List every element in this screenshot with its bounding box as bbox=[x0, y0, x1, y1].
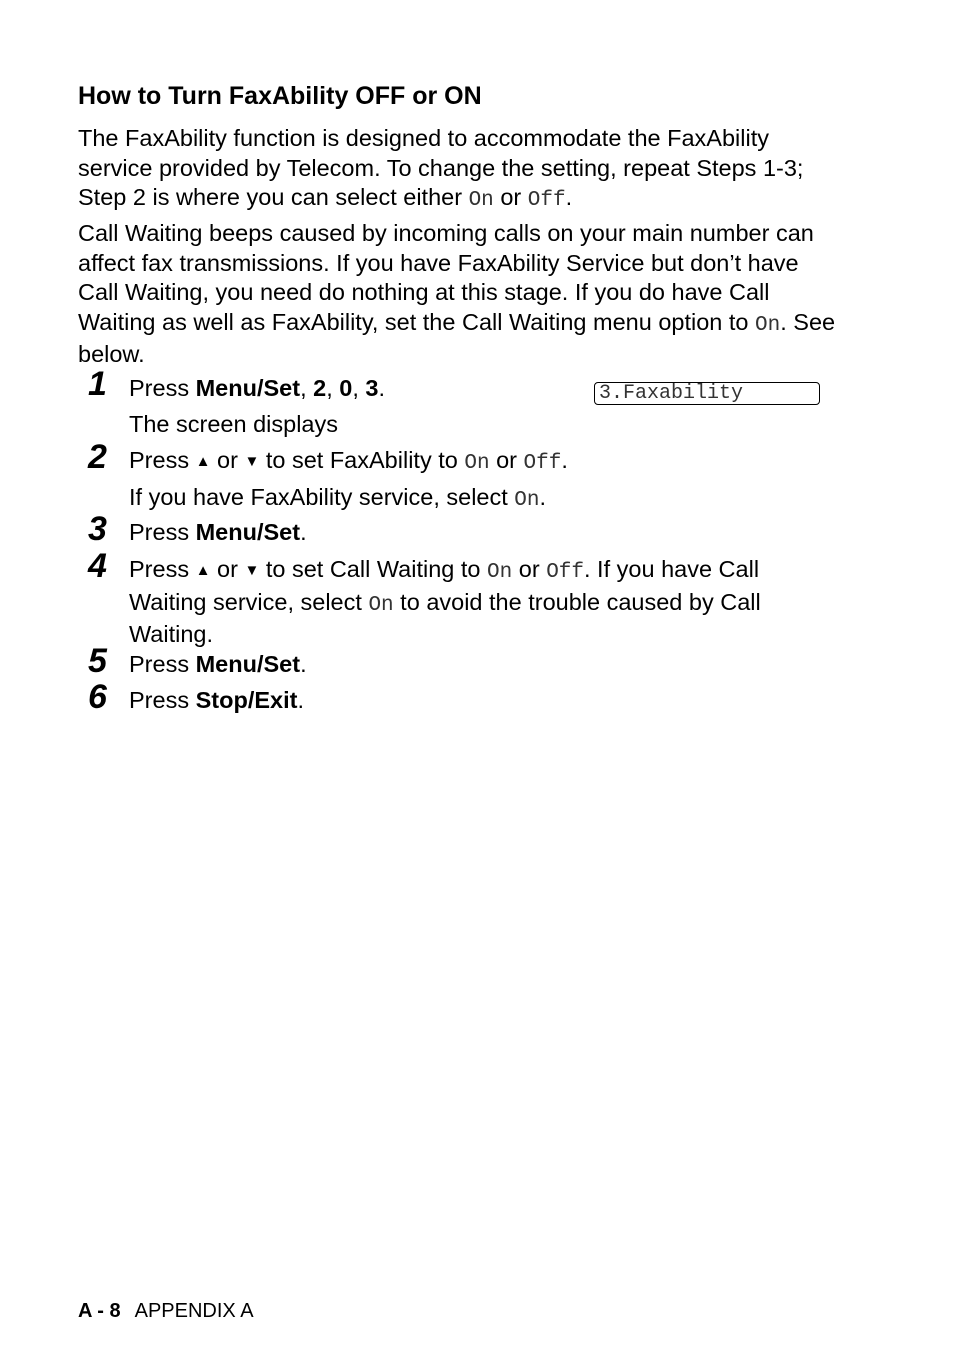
code-on: On bbox=[368, 593, 394, 617]
step-3-line bbox=[129, 518, 829, 548]
key-menu-set: Menu/Set bbox=[195, 375, 301, 401]
section-name: APPENDIX A bbox=[134, 1300, 254, 1322]
key-menu-set: Menu/Set bbox=[195, 651, 301, 677]
step-end: . bbox=[300, 651, 307, 677]
step-sub-text: If you have FaxAbility service, select bbox=[129, 484, 515, 510]
step-number-2: 2 bbox=[88, 438, 107, 476]
up-arrow-icon: ▲ bbox=[195, 453, 211, 470]
step-end: . bbox=[300, 519, 307, 545]
step-text: Press bbox=[129, 375, 196, 401]
step-text: Press bbox=[129, 651, 196, 677]
step-text: to set Call Waiting to bbox=[259, 556, 487, 582]
step-number-4: 4 bbox=[88, 547, 107, 585]
step-4-line bbox=[129, 555, 829, 650]
step-2-sub bbox=[129, 483, 829, 516]
up-arrow-icon: ▲ bbox=[195, 562, 211, 579]
step-text: Press bbox=[129, 447, 196, 473]
code-on: On bbox=[514, 489, 540, 512]
key-2: 2 bbox=[313, 375, 327, 401]
key-0: 0 bbox=[339, 375, 353, 401]
key-3: 3 bbox=[365, 375, 379, 401]
code-off: Off bbox=[523, 452, 562, 475]
step-text: Press bbox=[129, 687, 196, 713]
step-text: to avoid the trouble caused by Call Waiting. bbox=[129, 588, 761, 647]
step-end: . bbox=[378, 375, 386, 401]
code-off: Off bbox=[546, 561, 584, 584]
step-end: . bbox=[539, 484, 547, 510]
code-off: Off bbox=[527, 189, 566, 212]
intro-text: The FaxAbility function is designed to accommodate the FaxAbility service provided by Telecom. To change the setting, repeat Steps 1-3; Step 2 is where you can select either bbox=[78, 125, 804, 210]
step-number-1: 1 bbox=[88, 365, 107, 403]
intro-text-or: or bbox=[493, 184, 528, 210]
page-footer bbox=[78, 1300, 254, 1323]
step-number-5: 5 bbox=[88, 642, 107, 680]
call-waiting-text: Call Waiting beeps caused by incoming calls on your main number can affect fax transmissions. If you have FaxAbility Service but don’t have Call Waiting, you need do nothing at this stage. If you do have Call Waiting as well as FaxAbility, set the Call Waiting menu option to bbox=[78, 220, 814, 335]
down-arrow-icon: ▼ bbox=[244, 562, 260, 579]
intro-paragraph bbox=[78, 124, 838, 216]
step-end: . bbox=[561, 447, 568, 473]
key-menu-set: Menu/Set bbox=[195, 519, 301, 545]
separator: , bbox=[326, 375, 340, 401]
code-on: On bbox=[755, 313, 781, 337]
call-waiting-text-end: . See below. bbox=[78, 308, 836, 367]
step-text-or: or bbox=[210, 447, 245, 473]
step-5-line bbox=[129, 650, 829, 680]
call-waiting-paragraph bbox=[78, 219, 838, 370]
code-on: On bbox=[464, 452, 490, 475]
step-end: . bbox=[297, 687, 304, 713]
step-1-sub: The screen displays bbox=[129, 411, 338, 437]
step-text: Press bbox=[129, 519, 196, 545]
step-number-3: 3 bbox=[88, 510, 107, 548]
separator: , bbox=[300, 375, 314, 401]
code-on: On bbox=[468, 189, 494, 212]
page-number: A - 8 bbox=[78, 1300, 121, 1322]
step-2-line bbox=[129, 446, 829, 479]
step-text: Press bbox=[129, 556, 196, 582]
step-text-or: or bbox=[512, 556, 547, 582]
intro-text-end: . bbox=[565, 184, 573, 210]
key-stop-exit: Stop/Exit bbox=[195, 687, 298, 713]
lcd-display: 3.Faxability bbox=[594, 382, 820, 405]
step-text-or: or bbox=[489, 447, 524, 473]
step-text: . If you have Call Waiting service, select bbox=[129, 556, 760, 615]
separator: , bbox=[352, 375, 366, 401]
step-6-line bbox=[129, 686, 829, 716]
code-on: On bbox=[487, 561, 513, 584]
section-heading: How to Turn FaxAbility OFF or ON bbox=[78, 82, 482, 110]
step-text: to set FaxAbility to bbox=[259, 447, 465, 473]
step-text-or: or bbox=[210, 556, 245, 582]
step-number-6: 6 bbox=[88, 678, 107, 716]
down-arrow-icon: ▼ bbox=[244, 453, 260, 470]
